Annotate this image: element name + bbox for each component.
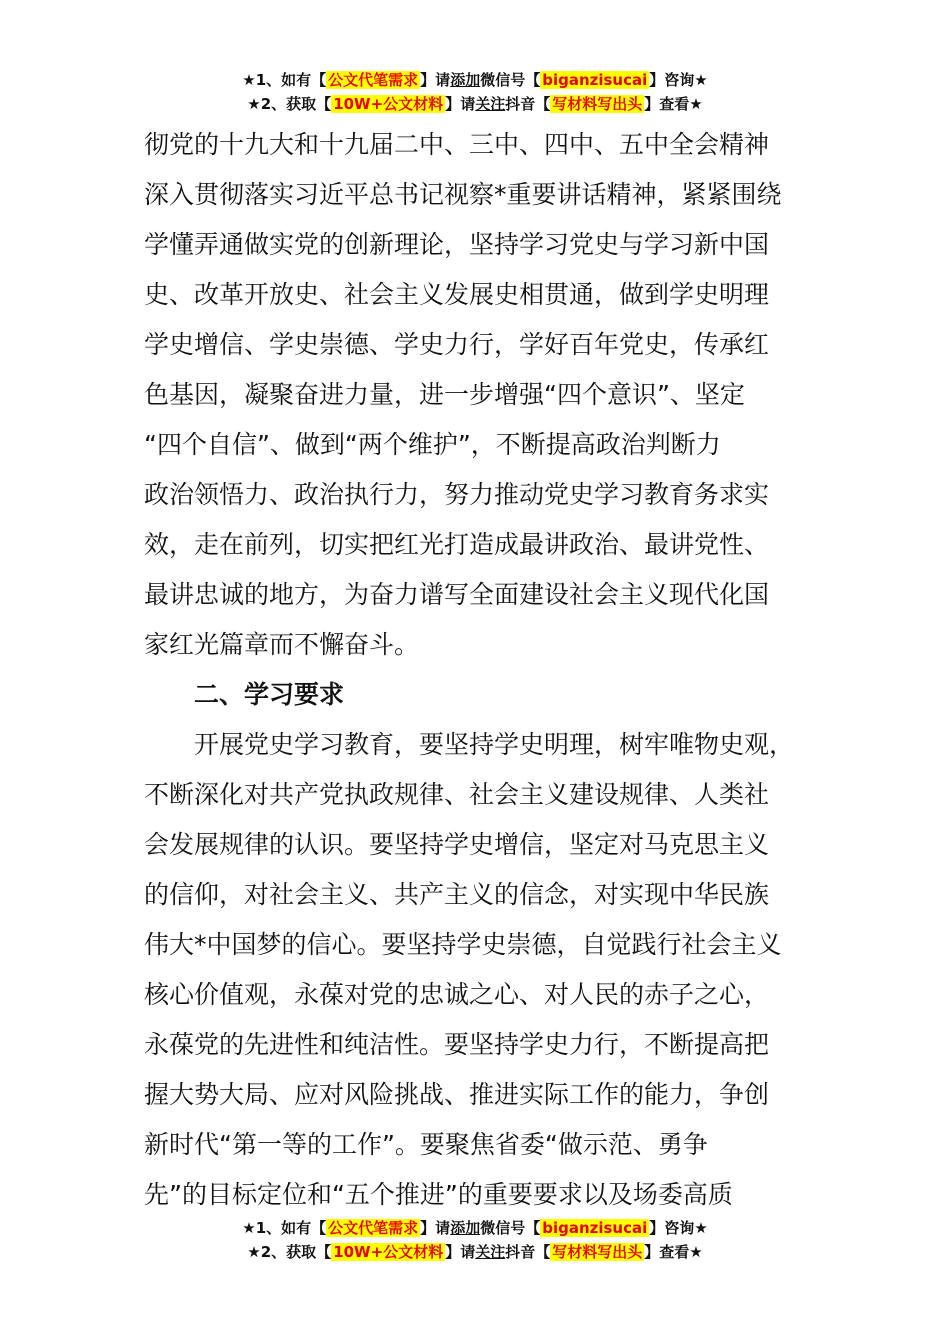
banner-line-1: ★1、如有【 公文代笔需求 】请添加微信号【 biganzisucai 】咨询★ <box>242 1219 708 1237</box>
highlight-text: 10W+公文材料 <box>333 95 444 113</box>
body-line: 学懂弄通做实党的创新理论，坚持学习党史与学习新中国 <box>144 230 770 259</box>
footer-banner <box>0 1216 950 1264</box>
body-line: 先”的目标定位和“五个推进”的重要要求以及场委高质 <box>144 1180 733 1209</box>
banner-line-2: ★2、获取【 10W+公文材料 】请关注抖音【 写材料写出头 】查看★ <box>247 1243 703 1261</box>
section-heading: 二、学习要求 <box>194 680 345 709</box>
body-line: 色基因，凝聚奋进力量，进一步增强“四个意识”、坚定 <box>144 380 745 409</box>
header-banner <box>0 68 950 116</box>
paragraph-first-line: 开展党史学习教育，要坚持学史明理，树牢唯物史观， <box>194 730 795 759</box>
highlight-text: 公文代笔需求 <box>328 1219 419 1237</box>
body-line: 会发展规律的认识。要坚持学史增信，坚定对马克思主义 <box>144 830 770 859</box>
body-line: 深入贯彻落实习近平总书记视察*重要讲话精神，紧紧围绕 <box>144 180 782 209</box>
douyin-id: 写材料写出头 <box>552 1243 643 1261</box>
body-line: “四个自信”、做到“两个维护”，不断提高政治判断力 <box>144 430 721 459</box>
body-line: 彻党的十九大和十九届二中、三中、四中、五中全会精神 <box>144 130 770 159</box>
body-line: 政治领悟力、政治执行力，努力推动党史学习教育务求实 <box>144 480 770 509</box>
body-line: 新时代“第一等的工作”。要聚焦省委“做示范、勇争 <box>144 1130 708 1159</box>
douyin-id: 写材料写出头 <box>552 95 643 113</box>
highlight-text: 10W+公文材料 <box>333 1243 444 1261</box>
wechat-id: biganzisucai <box>542 1219 648 1237</box>
body-line: 不断深化对共产党执政规律、社会主义建设规律、人类社 <box>144 780 770 809</box>
body-line: 学史增信、学史崇德、学史力行，学好百年党史，传承红 <box>144 330 770 359</box>
banner-line-2: ★2、获取【 10W+公文材料 】请关注抖音【 写材料写出头 】查看★ <box>247 95 703 113</box>
body-line: 最讲忠诚的地方，为奋力谱写全面建设社会主义现代化国 <box>144 580 770 609</box>
document-body <box>144 120 824 1220</box>
highlight-text: 公文代笔需求 <box>328 71 419 89</box>
body-line: 伟大*中国梦的信心。要坚持学史崇德，自觉践行社会主义 <box>144 930 782 959</box>
banner-line-1: ★1、如有【 公文代笔需求 】请添加微信号【 biganzisucai 】咨询★ <box>242 71 708 89</box>
body-line: 握大势大局、应对风险挑战、推进实际工作的能力，争创 <box>144 1080 770 1109</box>
wechat-id: biganzisucai <box>542 71 648 89</box>
body-line: 永葆党的先进性和纯洁性。要坚持学史力行，不断提高把 <box>144 1030 770 1059</box>
body-line: 核心价值观，永葆对党的忠诚之心、对人民的赤子之心， <box>144 980 770 1009</box>
body-line: 史、改革开放史、社会主义发展史相贯通，做到学史明理 <box>144 280 770 309</box>
body-line: 的信仰，对社会主义、共产主义的信念，对实现中华民族 <box>144 880 770 909</box>
body-line: 效，走在前列，切实把红光打造成最讲政治、最讲党性、 <box>144 530 770 559</box>
body-line: 家红光篇章而不懈奋斗。 <box>144 630 420 659</box>
